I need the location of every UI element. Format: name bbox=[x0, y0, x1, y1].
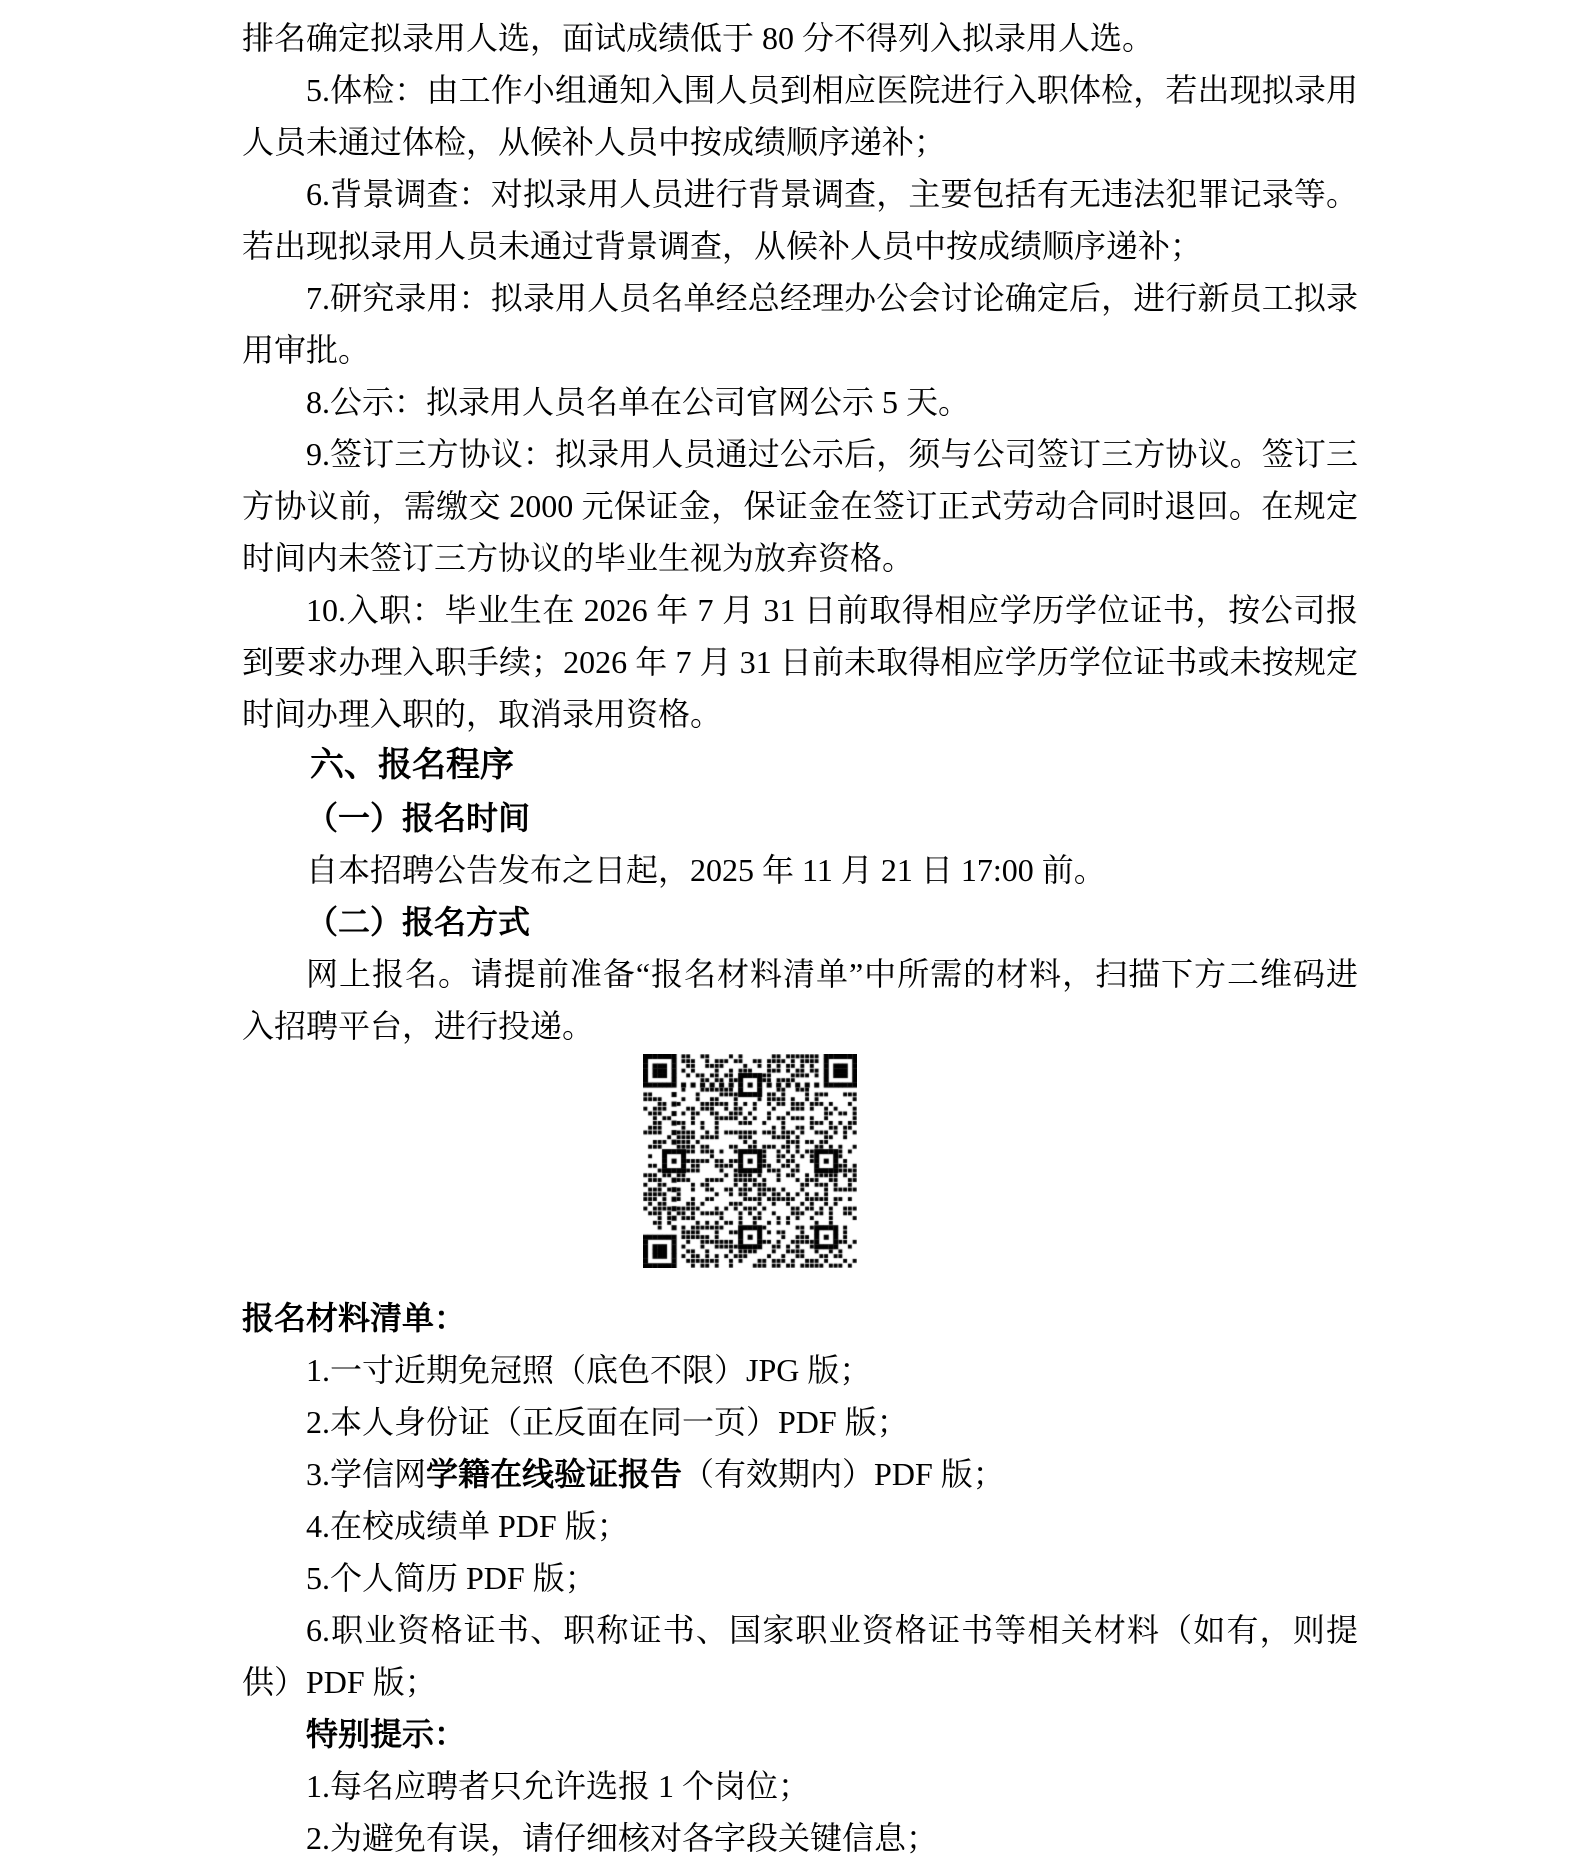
material-item-5: 5.个人简历 PDF 版； bbox=[306, 1560, 597, 1596]
para-interview-ranking: 排名确定拟录用人选，面试成绩低于 80 分不得列入拟录用人选。 bbox=[242, 20, 1155, 56]
qr-code-image bbox=[643, 1054, 857, 1268]
material-item-2: 2.本人身份证（正反面在同一页）PDF 版； bbox=[306, 1404, 909, 1440]
material-item-3-suffix: （有效期内）PDF 版； bbox=[682, 1456, 1005, 1492]
material-item-6: 6.职业资格证书、职称证书、国家职业资格证书等相关材料（如有，则提供）PDF 版； bbox=[242, 1612, 1358, 1700]
section-6-heading: 六、报名程序 bbox=[310, 747, 514, 784]
material-item-4: 4.在校成绩单 PDF 版； bbox=[306, 1508, 629, 1544]
qr-code bbox=[643, 1054, 857, 1268]
material-item-3 bbox=[242, 1448, 1358, 1500]
qr-code-block bbox=[242, 1054, 1358, 1270]
notes-title: 特别提示： bbox=[306, 1716, 467, 1752]
note-item-2: 2.为避免有误，请仔细核对各字段关键信息； bbox=[306, 1820, 939, 1856]
para-step-7-hiring-decision: 7.研究录用：拟录用人员名单经总经理办公会讨论确定后，进行新员工拟录用审批。 bbox=[242, 280, 1358, 368]
note-item-1: 1.每名应聘者只允许选报 1 个岗位； bbox=[306, 1768, 811, 1804]
subsection-1-heading: （一）报名时间 bbox=[306, 800, 531, 836]
para-step-10-onboarding: 10.入职：毕业生在 2026 年 7 月 31 日前取得相应学历学位证书，按公司报到要求办理入职手续；2026 年 7 月 31 日前未取得相应学历学位证书或未按规定时间办理入职的，取消录用资格。 bbox=[242, 592, 1358, 732]
para-step-8-public-notice: 8.公示：拟录用人员名单在公司官网公示 5 天。 bbox=[306, 384, 971, 420]
material-item-1: 1.一寸近期免冠照（底色不限）JPG 版； bbox=[306, 1352, 872, 1388]
para-step-5-physical-exam: 5.体检：由工作小组通知入围人员到相应医院进行入职体检，若出现拟录用人员未通过体检，从候补人员中按成绩顺序递补； bbox=[242, 72, 1358, 160]
material-item-3-bold: 学籍在线验证报告 bbox=[426, 1456, 683, 1492]
subsection-2-heading: （二）报名方式 bbox=[306, 904, 531, 940]
para-registration-deadline: 自本招聘公告发布之日起，2025 年 11 月 21 日 17:00 前。 bbox=[306, 852, 1106, 888]
para-step-9-tripartite-agreement: 9.签订三方协议：拟录用人员通过公示后，须与公司签订三方协议。签订三方协议前，需缴交 2000 元保证金，保证金在签订正式劳动合同时退回。在规定时间内未签订三方协议的毕业生视为放弃资格。 bbox=[242, 436, 1358, 576]
material-item-3-prefix: 3.学信网 bbox=[306, 1456, 427, 1492]
para-registration-method: 网上报名。请提前准备“报名材料清单”中所需的材料，扫描下方二维码进入招聘平台，进行投递。 bbox=[242, 956, 1358, 1044]
materials-list-title: 报名材料清单： bbox=[242, 1300, 467, 1336]
para-step-6-background-check: 6.背景调查：对拟录用人员进行背景调查，主要包括有无违法犯罪记录等。若出现拟录用人员未通过背景调查，从候补人员中按成绩顺序递补； bbox=[242, 176, 1358, 264]
